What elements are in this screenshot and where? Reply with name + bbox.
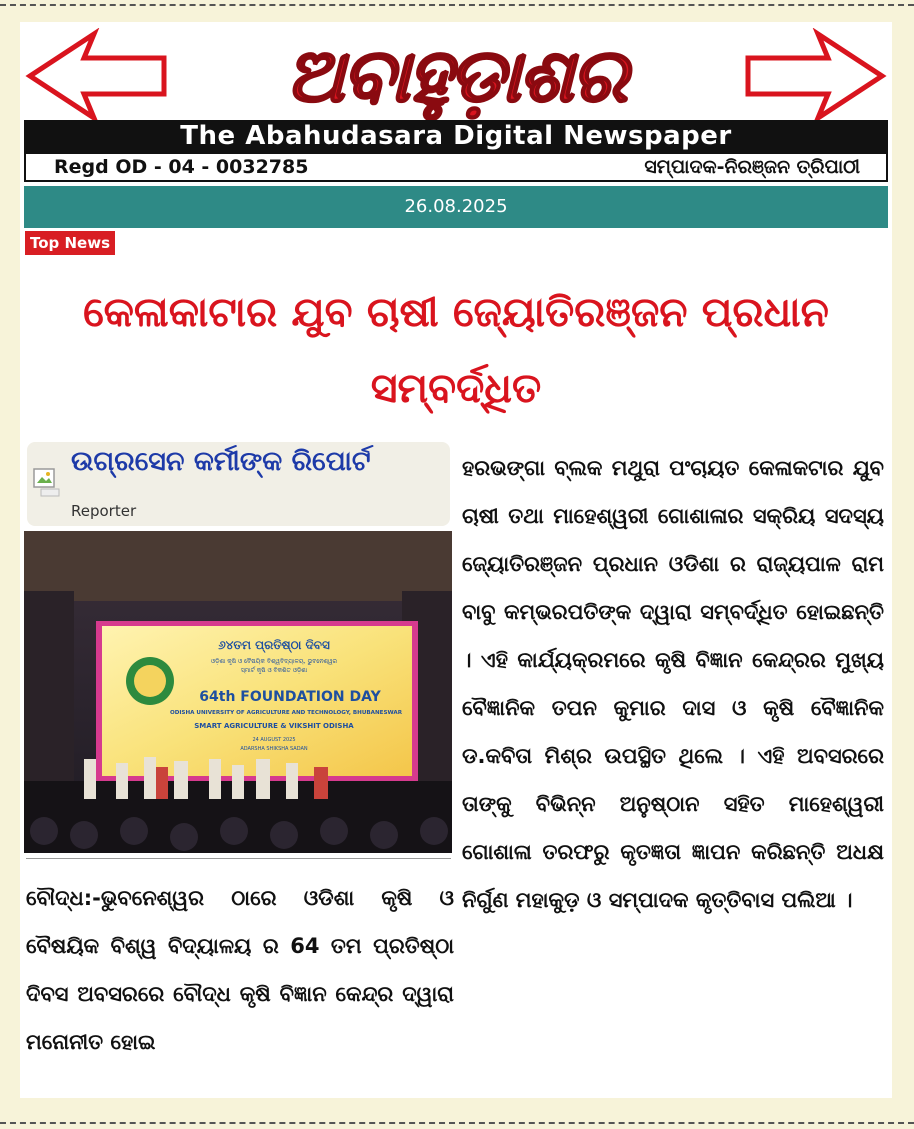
broken-image-icon	[33, 468, 67, 498]
masthead-logo-text: ଅବାହୁଡ଼ାଶର	[286, 32, 626, 119]
headline: କେଳାକାଟାର ଯୁବ ଚାଷୀ ଜ୍ୟୋତିରଞ୍ଜନ ପ୍ରଧାନ ସମ୍ବର୍ଦ୍ଧିତ	[83, 288, 829, 412]
screen-theme: SMART AGRICULTURE & VIKSHIT ODISHA	[194, 722, 354, 730]
top-news-badge: Top News	[25, 231, 115, 255]
top-dashed-border	[0, 4, 914, 6]
reporter-role: Reporter	[71, 502, 137, 520]
editor-credit: ସମ୍ପାଦକ-ନିରଞ୍ଜନ ତ୍ରିପାଠୀ	[644, 156, 860, 178]
registration-line	[24, 152, 888, 182]
masthead	[24, 28, 888, 124]
photo-divider	[26, 858, 451, 859]
event-photo-illustration	[24, 531, 452, 853]
reporter-card	[27, 442, 450, 526]
bottom-dashed-border	[0, 1122, 914, 1124]
screen-title-odia: ୬୪ତମ ପ୍ରତିଷ୍ଠା ଦିବସ	[218, 638, 330, 652]
article-body-left: ବୌଦ୍ଧ:-ଭୁବନେଶ୍ୱର ଠାରେ ଓଡିଶା କୃଷି ଓ ବୈଷୟିକ ବିଶ୍ୱ ବିଦ୍ୟାଳୟ ର 64 ତମ ପ୍ରତିଷ୍ଠା ଦିବସ ଅବସରରେ ବୌଦ୍ଧ କୃଷି ବିଜ୍ଞାନ କେନ୍ଦ୍ର ଦ୍ୱାରା ମନୋନୀତ ହୋଇ	[26, 886, 454, 1054]
event-photo	[24, 531, 452, 853]
screen-subtitle-odia-1: ଓଡ଼ିଶା କୃଷି ଓ ବୈଷୟିକ ବିଶ୍ୱବିଦ୍ୟାଳୟ, ଭୁବନେଶ୍ୱର	[210, 658, 338, 665]
screen-subtitle-odia-2: ସ୍ମାର୍ଟ କୃଷି ଓ ବିକଶିତ ଓଡ଼ିଶା	[240, 667, 308, 674]
screen-date: 24 AUGUST 2025	[252, 737, 296, 743]
screen-venue: ADARSHA SHIKSHA SADAN	[240, 746, 308, 752]
reporter-name: ଉଗ୍ରସେନ କର୍ମୀଙ୍କ ରିପୋର୍ଟ	[71, 446, 371, 477]
screen-title-english: 64th FOUNDATION DAY	[199, 689, 381, 705]
article-body-right: ହରଭଙ୍ଗା ବ୍ଲକ ମଥୁରା ପଂଚାୟତ କେଳାକଟାର ଯୁବ ଚାଷୀ ତଥା ମାହେଶ୍ୱରୀ ଗୋଶାଳାର ସକ୍ରିୟ ସଦସ୍ୟ ଜ୍ୟୋତିରଞ୍ଜନ ପ୍ରଧାନ ଓଡିଶା ର ରାଜ୍ୟପାଳ ରାମ ବାବୁ କମ୍ଭରପତିଙ୍କ ଦ୍ୱାରା ସମ୍ବର୍ଦ୍ଧିତ ହୋଇଛନ୍ତି । ଏହି କାର୍ଯ୍ୟକ୍ରମରେ କୃଷି ବିଜ୍ଞାନ କେନ୍ଦ୍ରର ମୁଖ୍ୟ ବୈଜ୍ଞାନିକ ତପନ କୁମାର ଦାସ ଓ କୃଷି ବୈଜ୍ଞାନିକ ଡ.କବିତା ମିଶ୍ର ଉପସ୍ଥିତ ଥିଲେ । ଏହି ଅବସରରେ ତାଙ୍କୁ ବିଭିନ୍ନ ଅନୁଷ୍ଠାନ ସହିତ ମାହେଶ୍ୱରୀ ଗୋଶାଳା ତରଫରୁ କୃତଜ୍ଞତା ଜ୍ଞାପନ କରିଛନ୍ତି ଅଧକ୍ଷ ନିର୍ଗୁଣ ମହାକୁଡ଼ ଓ ସମ୍ପାଦକ କୃତ୍ତିବାସ ପଲିଆ ।	[462, 456, 884, 912]
registration-number: Regd OD - 04 - 0032785	[54, 156, 309, 178]
tagline: The Abahudasara Digital Newspaper	[24, 120, 888, 152]
newspaper-page	[20, 22, 892, 1098]
screen-university: ODISHA UNIVERSITY OF AGRICULTURE AND TECHNOLOGY, BHUBANESWAR	[169, 710, 403, 716]
date-band: 26.08.2025	[24, 186, 888, 228]
